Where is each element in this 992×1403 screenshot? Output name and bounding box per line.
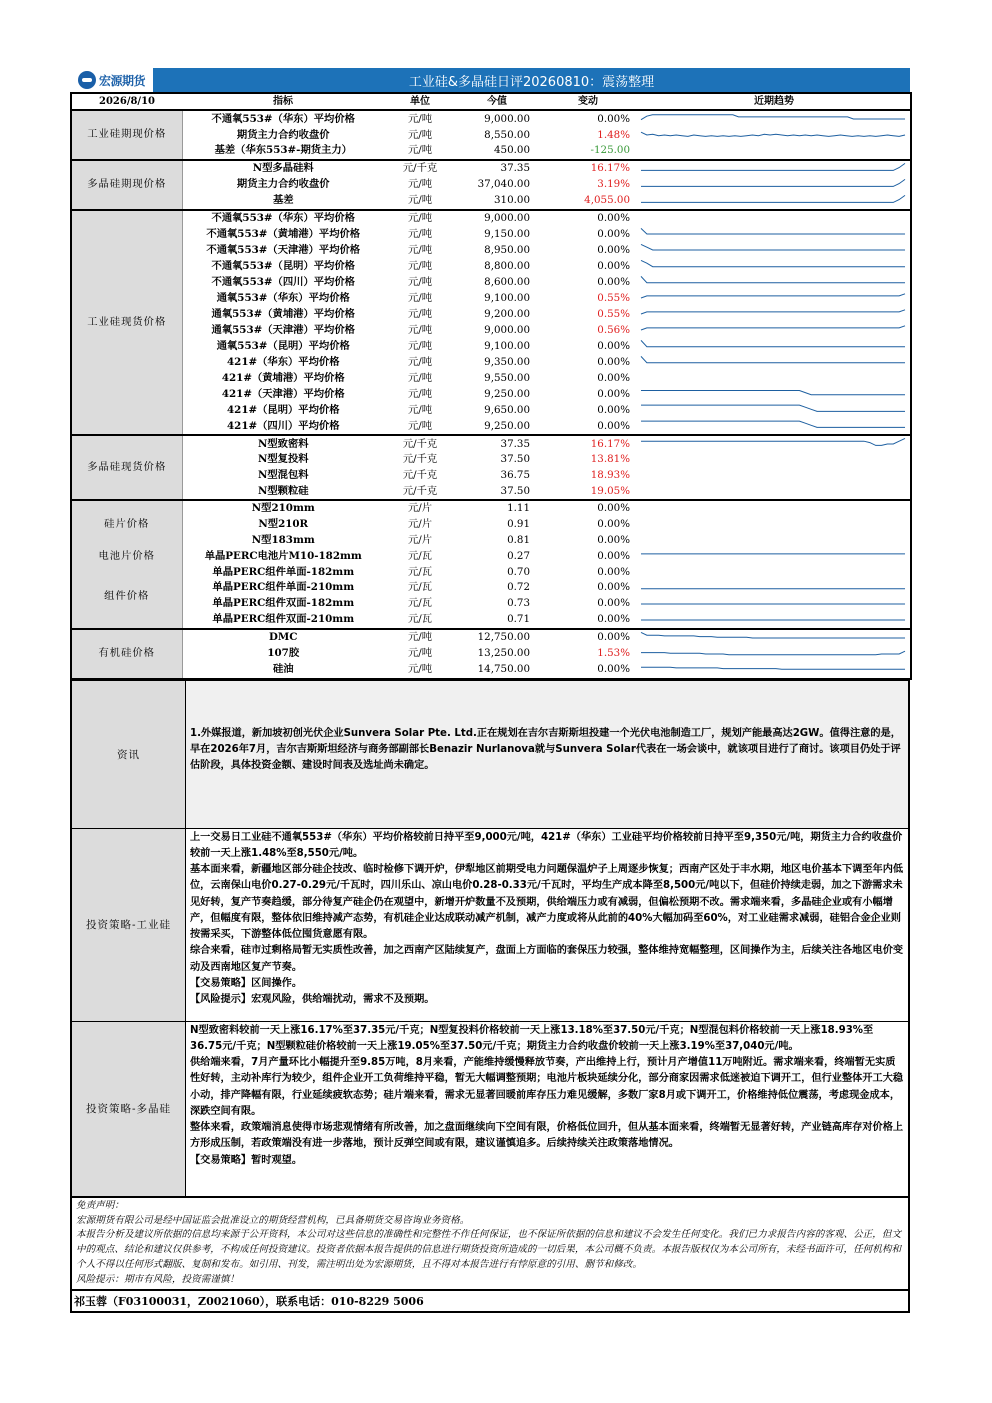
table-row [71, 177, 911, 193]
trend-sparkline [638, 160, 911, 177]
indicator-name: 单晶PERC电池片M10-182mm [204, 549, 362, 562]
value-cell: 0.70 [507, 565, 530, 578]
unit-cell: 元/片 [407, 518, 433, 531]
indicator-name: 不通氧553#（黄埔港）平均价格 [206, 227, 361, 240]
value-cell: 9,200.00 [484, 307, 530, 320]
change-cell: 0.00% [597, 371, 630, 384]
value-cell: 37.35 [456, 435, 538, 452]
value-cell: 450.00 [493, 144, 530, 157]
value-cell: 8,550.00 [484, 128, 530, 141]
change-cell: 0.00% [597, 243, 630, 256]
change-cell: 3.19% [597, 178, 630, 191]
change-cell: 0.00% [597, 275, 630, 288]
si-paragraph-4: 【交易策略】区间操作。 [190, 977, 303, 989]
trend-line [641, 294, 905, 298]
col-value: 今值 [456, 93, 538, 110]
table-row [71, 160, 911, 177]
change-cell: 1.48% [597, 128, 630, 141]
report-title: 工业硅&多晶硅日评20260810：震荡整理 [153, 68, 910, 92]
table-row [71, 564, 911, 580]
table-row [71, 580, 911, 596]
change-cell: 0.00% [597, 387, 630, 400]
daily-report [70, 68, 910, 1313]
indicator-name: 不通氧553#（天津港）平均价格 [206, 243, 361, 256]
trend-sparkline [638, 226, 911, 242]
unit-cell: 元/吨 [384, 629, 456, 646]
indicator-name: 基差 [272, 194, 294, 207]
unit-cell: 元/吨 [407, 144, 433, 157]
table-row [71, 435, 911, 452]
change-cell: 0.00% [597, 597, 630, 610]
col-change: 变动 [538, 93, 638, 110]
table-row [71, 242, 911, 258]
si-paragraph-1: 上一交易日工业硅不通氧553#（华东）平均价格较前日持平至9,000元/吨，421#（华东）工业硅平均价格较前日持平至9,350元/吨，期货主力合约收盘价较前一天上涨1.48%至8,550元/吨。 [190, 831, 903, 860]
trend-line [641, 357, 905, 363]
table-row [71, 533, 911, 549]
indicator-name: N型混包料 [257, 469, 309, 482]
category-label: 电池片价格 [71, 548, 182, 564]
table-row [71, 517, 911, 533]
unit-cell: 元/吨 [407, 355, 433, 368]
table-row [71, 210, 911, 227]
logo-text: 宏源期货 [98, 73, 145, 88]
table-row [71, 193, 911, 210]
ps-paragraph-3: 整体来看，政策端消息使得市场悲观情绪有所改善，加之盘面继续向下空间有限，价格低位回升，但从基本面来看，终端暂无显著好转，产业链高库存对价格上方形成压制，若政策端没有进一步落地，预计反弹空间或有限，建议谨慎追多。后续持续关注政策落地情况。 [190, 1122, 904, 1150]
table-row [71, 226, 911, 242]
trend-line [641, 632, 905, 638]
trend-line [641, 277, 905, 283]
change-cell: -125.00 [590, 144, 630, 157]
category-label: 工业硅期现价格 [71, 110, 182, 160]
indicator-name: 单晶PERC组件单面-210mm [212, 581, 355, 594]
trend-line [641, 667, 905, 669]
indicator-name: N型183mm [251, 533, 315, 546]
company-logo [70, 68, 153, 92]
change-cell: 0.00% [597, 403, 630, 416]
unit-cell: 元/千克 [384, 160, 456, 177]
unit-cell: 元/吨 [407, 275, 433, 288]
table-row [71, 338, 911, 354]
si-paragraph-3: 综合来看，硅市过剩格局暂无实质性改善，加之西南产区陆续复产，盘面上方面临的套保压力较强，整体维持宽幅整理，区间操作为主，后续关注各地区电价变动及西南地区复产节奏。 [190, 945, 904, 973]
value-cell: 1.11 [456, 500, 538, 517]
unit-cell: 元/片 [384, 500, 456, 517]
table-row [71, 596, 911, 612]
change-cell: 18.93% [590, 469, 630, 482]
value-cell: 9,000.00 [456, 210, 538, 227]
table-row [71, 646, 911, 662]
trend-sparkline [638, 580, 911, 596]
disclaimer-line-2: 本报告分析及建议所依据的信息均来源于公开资料，本公司对这些信息的准确性和完整性不作任何保证，也不保证所依据的信息和建议不会发生任何变化。我们已力求报告内容的客观、公正，但文中的观点、结论和建议仅供参考，不构成任何投资建议。投资者依据本报告提供的信息进行期货投资所造成的一切后果，本公司概不负责。本报告版权仅为本公司所有，未经书面许可，任何机构和个人不得以任何形式翻版、复制和发布。如引用、刊发，需注明出处为宏源期货，且不得对本报告进行有悖原意的引用、删节和修改。 [76, 1229, 902, 1271]
category-label: 多晶硅现货价格 [71, 435, 182, 500]
col-trend: 近期趋势 [638, 93, 911, 110]
unit-cell: 元/吨 [407, 647, 433, 660]
unit-cell: 元/片 [407, 533, 433, 546]
change-cell: 0.55% [597, 307, 630, 320]
trend-sparkline [638, 612, 911, 629]
trend-sparkline [638, 629, 911, 646]
news-label: 资讯 [71, 680, 186, 828]
trend-sparkline [638, 435, 911, 452]
unit-cell: 元/吨 [407, 243, 433, 256]
trend-sparkline [638, 662, 911, 679]
table-row [71, 258, 911, 274]
trend-sparkline [638, 646, 911, 662]
unit-cell: 元/吨 [407, 419, 433, 432]
change-cell: 0.00% [597, 549, 630, 562]
ps-paragraph-1: N型致密料较前一天上涨16.17%至37.35元/千克；N型复投料价格较前一天上涨13.18%至37.50元/千克；N型混包料价格较前一天上涨18.93%至36.75元/千克；N型颗粒硅价格较前一天上涨19.05%至37.50元/千克；期货主力合约收盘价较前一天上涨3.19%至37,040元/吨。 [190, 1024, 874, 1053]
disclaimer-line-3: 风险提示：期市有风险，投资需谨慎！ [76, 1273, 240, 1285]
value-cell: 9,350.00 [484, 355, 530, 368]
indicator-name: 421#（天津港）平均价格 [221, 387, 345, 400]
disclaimer [70, 1198, 910, 1291]
category-label: 有机硅价格 [71, 629, 182, 679]
unit-cell: 元/瓦 [407, 565, 433, 578]
unit-cell: 元/瓦 [407, 597, 433, 610]
trend-sparkline [638, 402, 911, 418]
indicator-name: 硅油 [272, 663, 294, 676]
trend-sparkline [638, 177, 911, 193]
unit-cell: 元/吨 [407, 403, 433, 416]
trend-line [641, 132, 905, 136]
trend-line [641, 421, 905, 427]
trend-line [641, 261, 905, 267]
trend-line [641, 326, 905, 330]
trend-sparkline [638, 354, 911, 370]
unit-cell: 元/千克 [402, 484, 438, 497]
col-unit: 单位 [384, 93, 456, 110]
category-label: 多晶硅期现价格 [71, 160, 182, 210]
table-row [71, 500, 911, 517]
table-row [71, 322, 911, 338]
report-date: 2026/8/10 [71, 93, 182, 110]
value-cell: 36.75 [500, 469, 530, 482]
change-cell: 0.00% [597, 565, 630, 578]
indicator-name: N型颗粒硅 [257, 484, 309, 497]
unit-cell: 元/瓦 [407, 581, 433, 594]
value-cell: 0.27 [507, 549, 530, 562]
unit-cell: 元/吨 [407, 227, 433, 240]
unit-cell: 元/吨 [407, 339, 433, 352]
trend-sparkline [638, 274, 911, 290]
trend-sparkline [638, 386, 911, 402]
indicator-name: N型210mm [182, 500, 384, 517]
table-row [71, 290, 911, 306]
value-cell: 0.91 [507, 518, 530, 531]
trend-line [641, 229, 905, 235]
trend-sparkline [638, 418, 911, 435]
price-table [70, 92, 912, 680]
trend-sparkline [638, 258, 911, 274]
trend-sparkline [638, 564, 911, 580]
indicator-name: 421#（四川）平均价格 [227, 419, 340, 432]
unit-cell: 元/千克 [402, 469, 438, 482]
change-cell: 0.00% [597, 259, 630, 272]
indicator-name: 不通氧553#（四川）平均价格 [211, 275, 355, 288]
trend-sparkline [638, 322, 911, 338]
indicator-name: N型致密料 [182, 435, 384, 452]
change-cell: 0.00% [597, 663, 630, 676]
value-cell: 310.00 [493, 194, 530, 207]
table-header-row [71, 93, 911, 110]
trend-line [641, 195, 905, 202]
si-paragraph-5: 【风险提示】宏观风险，供给端扰动，需求不及预期。 [190, 993, 435, 1005]
strategy-si-text [186, 828, 910, 1021]
unit-cell: 元/吨 [407, 291, 433, 304]
trend-sparkline [638, 242, 911, 258]
unit-cell: 元/吨 [407, 323, 433, 336]
trend-line [641, 115, 905, 120]
trend-line [641, 391, 905, 395]
indicator-name: 通氧553#（华东）平均价格 [216, 291, 350, 304]
indicator-name: 单晶PERC组件双面-182mm [212, 597, 355, 610]
trend-sparkline [638, 517, 911, 533]
change-cell: 16.17% [538, 160, 638, 177]
value-cell: 9,250.00 [484, 387, 530, 400]
trend-sparkline [638, 127, 911, 143]
indicator-name: 不通氧553#（昆明）平均价格 [211, 259, 355, 272]
unit-cell: 元/吨 [407, 194, 433, 207]
unit-cell: 元/吨 [407, 307, 433, 320]
disclaimer-title: 免责声明： [76, 1199, 124, 1211]
table-row [71, 629, 911, 646]
value-cell: 37.35 [456, 160, 538, 177]
indicator-name: N型210R [258, 518, 309, 531]
change-cell: 0.56% [597, 323, 630, 336]
analyst-contact: 祁玉蓉（F03100031，Z0021060），联系电话：010-8229 5006 [70, 1291, 910, 1313]
value-cell: 0.81 [507, 533, 530, 546]
value-cell: 13,250.00 [477, 647, 530, 660]
logo-mark-icon [78, 71, 96, 89]
trend-line [641, 163, 905, 170]
unit-cell: 元/吨 [407, 128, 433, 141]
strategy-ps-text [186, 1021, 910, 1197]
col-indicator: 指标 [182, 93, 384, 110]
change-cell: 0.55% [597, 291, 630, 304]
category-label: 硅片价格 [71, 500, 182, 548]
table-row [71, 127, 911, 143]
indicator-name: 不通氧553#（华东）平均价格 [182, 110, 384, 127]
value-cell: 8,600.00 [484, 275, 530, 288]
value-cell: 8,800.00 [484, 259, 530, 272]
unit-cell: 元/吨 [384, 110, 456, 127]
strategy-ps-row [71, 1021, 909, 1197]
trend-sparkline [638, 533, 911, 549]
value-cell: 37.50 [500, 484, 530, 497]
indicator-name: 通氧553#（昆明）平均价格 [216, 339, 350, 352]
unit-cell: 元/吨 [384, 210, 456, 227]
indicator-name: 期货主力合约收盘价 [236, 178, 330, 191]
value-cell: 9,550.00 [484, 371, 530, 384]
unit-cell: 元/瓦 [407, 613, 433, 626]
trend-sparkline [638, 210, 911, 227]
indicator-name: N型复投料 [257, 453, 309, 466]
change-cell: 0.00% [597, 518, 630, 531]
trend-sparkline [638, 483, 911, 500]
value-cell: 9,000.00 [456, 110, 538, 127]
value-cell: 12,750.00 [456, 629, 538, 646]
value-cell: 9,100.00 [484, 339, 530, 352]
table-row [71, 452, 911, 468]
trend-sparkline [638, 290, 911, 306]
news-text: 1.外媒报道，新加坡初创光伏企业Sunvera Solar Pte. Ltd.正在规划在吉尔吉斯斯坦投建一个光伏电池制造工厂，规划产能最高达2GW。值得注意的是，早在2026年7月，吉尔吉斯斯坦经济与商务部副部长Benazir Nurlanova就与Sunvera Solar代表在一场会谈中，就该项目进行了商讨。该项目仍处于评估阶段，具体投资金额、建设时间表及选址尚未确定。 [186, 680, 910, 828]
table-row [71, 418, 911, 435]
change-cell: 4,055.00 [584, 194, 630, 207]
unit-cell: 元/瓦 [407, 549, 433, 562]
indicator-name: 通氧553#（天津港）平均价格 [211, 323, 355, 336]
trend-sparkline [638, 306, 911, 322]
table-row [71, 483, 911, 500]
table-row [71, 662, 911, 679]
indicator-name: 单晶PERC组件双面-210mm [212, 613, 355, 626]
change-cell: 0.00% [597, 339, 630, 352]
trend-sparkline [638, 468, 911, 484]
news-row [71, 680, 909, 828]
value-cell: 9,150.00 [484, 227, 530, 240]
value-cell: 0.72 [507, 581, 530, 594]
value-cell: 0.71 [507, 613, 530, 626]
category-label: 组件价格 [71, 564, 182, 629]
indicator-name: DMC [182, 629, 384, 646]
unit-cell: 元/吨 [407, 259, 433, 272]
unit-cell: 元/吨 [407, 178, 433, 191]
value-cell: 14,750.00 [477, 663, 530, 676]
category-label: 工业硅现货价格 [71, 210, 182, 435]
trend-sparkline [638, 548, 911, 564]
table-row [71, 110, 911, 127]
trend-line [641, 438, 905, 445]
change-cell: 0.00% [597, 613, 630, 626]
table-row [71, 548, 911, 564]
change-cell: 0.00% [597, 581, 630, 594]
indicator-name: 421#（昆明）平均价格 [227, 403, 340, 416]
trend-line [641, 405, 905, 411]
change-cell: 1.53% [597, 647, 630, 660]
unit-cell: 元/吨 [407, 387, 433, 400]
table-row [71, 306, 911, 322]
change-cell: 0.00% [538, 210, 638, 227]
unit-cell: 元/吨 [407, 371, 433, 384]
value-cell: 8,950.00 [484, 243, 530, 256]
table-row [71, 370, 911, 386]
change-cell: 19.05% [590, 484, 630, 497]
table-row [71, 612, 911, 629]
change-cell: 0.00% [597, 419, 630, 432]
indicator-name: 通氧553#（黄埔港）平均价格 [211, 307, 355, 320]
trend-line [641, 341, 905, 347]
value-cell: 0.73 [507, 597, 530, 610]
trend-sparkline [638, 452, 911, 468]
trend-sparkline [638, 193, 911, 210]
unit-cell: 元/千克 [402, 453, 438, 466]
trend-line [641, 179, 905, 186]
indicator-name: 107胶 [267, 647, 300, 660]
trend-line [641, 310, 905, 314]
indicator-name: 421#（华东）平均价格 [227, 355, 340, 368]
trend-line [641, 651, 905, 655]
table-row [71, 143, 911, 160]
table-row [71, 468, 911, 484]
strategy-si-row [71, 828, 909, 1021]
commentary-table [70, 680, 910, 1198]
table-row [71, 274, 911, 290]
change-cell: 0.00% [597, 355, 630, 368]
indicator-name: 单晶PERC组件单面-182mm [212, 565, 355, 578]
trend-sparkline [638, 110, 911, 127]
value-cell: 37.50 [500, 453, 530, 466]
value-cell: 9,100.00 [484, 291, 530, 304]
trend-sparkline [638, 143, 911, 160]
strategy-si-label: 投资策略-工业硅 [71, 828, 186, 1021]
indicator-name: 基差（华东553#-期货主力） [214, 144, 352, 157]
trend-sparkline [638, 338, 911, 354]
disclaimer-line-1: 宏源期货有限公司是经中国证监会批准设立的期货经营机构，已具备期货交易咨询业务资格。 [76, 1214, 470, 1226]
ps-paragraph-2: 供给端来看，7月产量环比小幅提升至9.85万吨，8月来看，产能维持缓慢释放节奏，产出维持上行，预计月产增值11万吨附近。需求端来看，终端暂无实质性好转，主动补库行为较少，组件企业开工负荷维持平稳，暂无大幅调整预期；电池片板块延续分化，部分商家因需求低迷被迫下调开工，但行业整体开工大稳小动，排产降幅有限，行业延续疲软态势；硅片端来看，需求无显著回暖前库存压力难见缓解，多数厂家8月或下调开工，价格维持低位震荡，考虑现金成本，深跌空间有限。 [190, 1057, 904, 1117]
change-cell: 16.17% [538, 435, 638, 452]
indicator-name: 421#（黄埔港）平均价格 [221, 371, 345, 384]
value-cell: 37,040.00 [477, 178, 530, 191]
indicator-name: N型多晶硅料 [182, 160, 384, 177]
trend-sparkline [638, 596, 911, 612]
indicator-name: 期货主力合约收盘价 [236, 128, 330, 141]
si-paragraph-2: 基本面来看，新疆地区部分硅企技改、临时检修下调开炉，伊犁地区前期受电力问题保温炉子上周逐步恢复；西南产区处于丰水期，地区电价基本下调至年内低位，云南保山电价0.27-0.29元/千瓦时，四川乐山、凉山电价0.28-0.33元/千瓦时，平均生产成本降至8,500元/吨以下，但硅价持续走弱，加之下游需求未见好转，复产节奏趋缓，部分待复产硅企仍在观望中，新增开炉数量不及预期，供给端压力或有减弱，但偏松预期不改。需求端来看，多晶硅企业或有小幅增产，但幅度有限，整体依旧维持减产态势，有机硅企业达成联动减产机制，减产力度或将从此前的40%大幅加码至60%，对工业硅需求减弱，硅铝合金企业则按需采买，下游整体低位囤货意愿有限。 [190, 864, 904, 941]
change-cell: 0.00% [597, 533, 630, 546]
value-cell: 9,000.00 [484, 323, 530, 336]
change-cell: 13.81% [590, 453, 630, 466]
change-cell: 0.00% [538, 500, 638, 517]
strategy-ps-label: 投资策略-多晶硅 [71, 1021, 186, 1197]
value-cell: 9,650.00 [484, 403, 530, 416]
table-row [71, 386, 911, 402]
trend-line [641, 245, 905, 251]
trend-sparkline [638, 370, 911, 386]
change-cell: 0.00% [538, 110, 638, 127]
ps-paragraph-4: 【交易策略】暂时观望。 [190, 1154, 303, 1166]
unit-cell: 元/吨 [407, 663, 433, 676]
change-cell: 0.00% [538, 629, 638, 646]
change-cell: 0.00% [597, 227, 630, 240]
report-header [70, 68, 910, 92]
trend-sparkline [638, 500, 911, 517]
indicator-name: 不通氧553#（华东）平均价格 [182, 210, 384, 227]
value-cell: 9,250.00 [484, 419, 530, 432]
table-row [71, 354, 911, 370]
table-row [71, 402, 911, 418]
unit-cell: 元/千克 [384, 435, 456, 452]
